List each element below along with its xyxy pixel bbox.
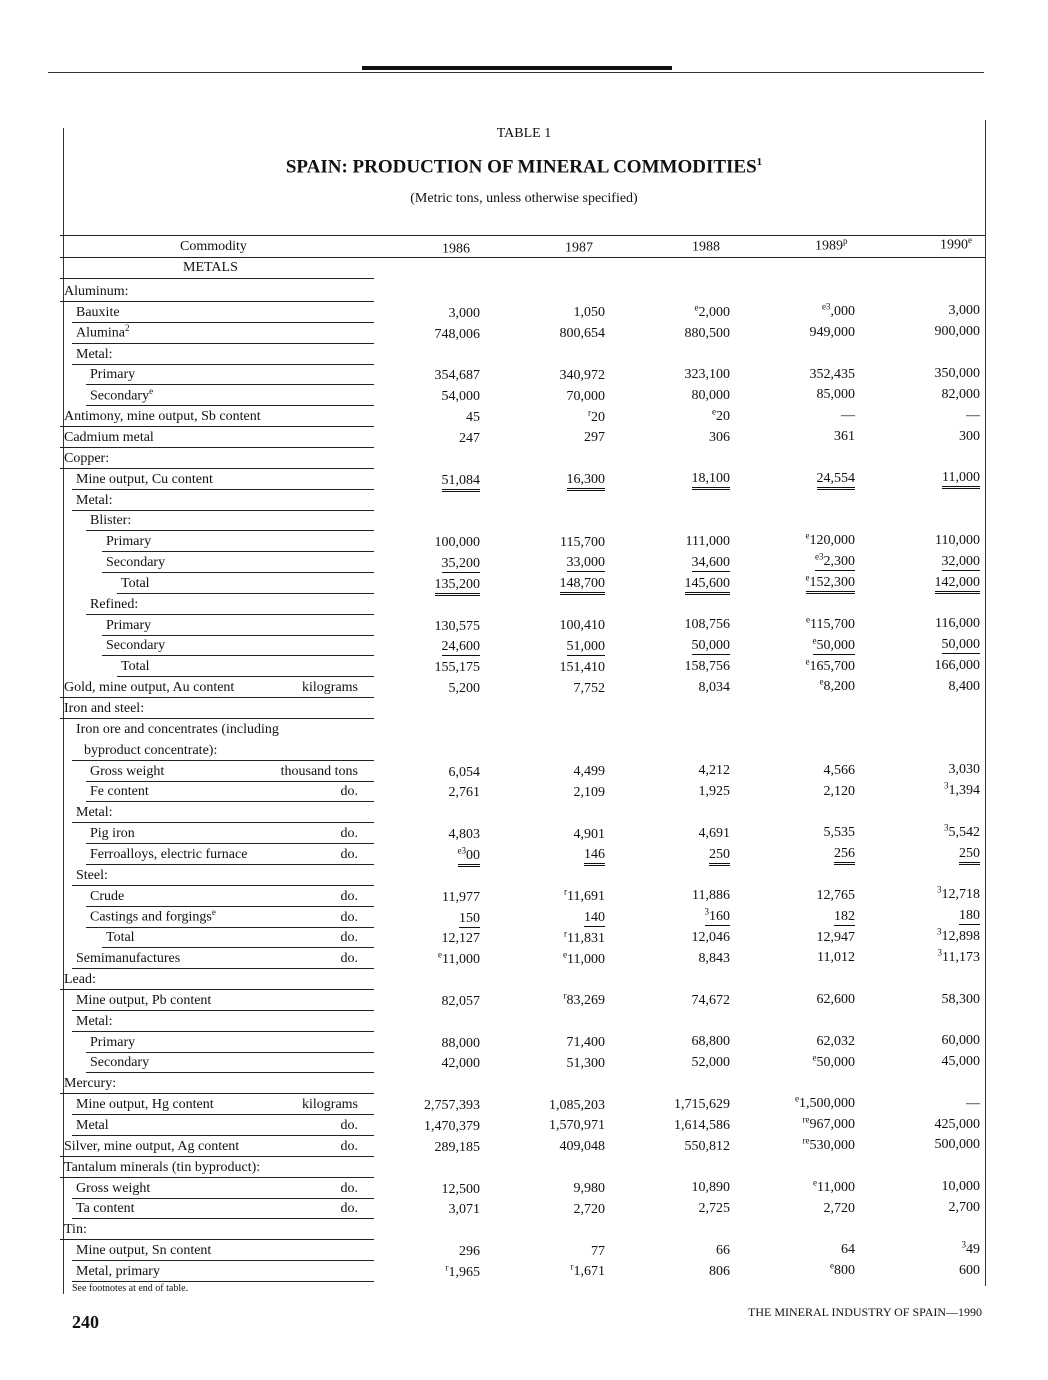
row-unit: kilograms [302,680,358,696]
row-value: 11,977 [442,889,480,905]
row-label: Primary [90,1034,136,1050]
row-label: Iron and steel: [64,701,145,716]
row-unit: do. [340,1118,358,1133]
row-value: 2,757,393 [424,1098,480,1114]
row-value: 2,700 [948,1200,980,1215]
row-value: 800,654 [559,326,605,342]
table-row [0,802,1048,823]
row-unit: kilograms [302,1097,358,1113]
column-header-year: 1990e [940,235,972,253]
row-label: Lead: [64,972,96,988]
row-value: 116,000 [935,616,980,632]
table-row [0,427,1048,448]
row-value: — [841,408,855,424]
row-value: — [966,407,980,423]
row-value: $^3$11,173 [937,947,980,965]
column-header-year: 1988 [692,239,720,255]
row-value: 52,000 [691,1055,730,1071]
row-value: 148,700 [495,576,605,592]
row-value: $^{e3}$2,300 [815,551,855,570]
row-value: 806 [709,1263,730,1279]
footnote: See footnotes at end of table. [72,1283,189,1294]
row-value: $^r$83,269 [563,990,605,1009]
row-value: $^3$160 [704,906,730,925]
row-value: 82,057 [441,993,480,1009]
row-unit: thousand tons [280,763,358,779]
row-label: Secondary [106,638,166,654]
section-rule [60,278,374,279]
row-value: 18,100 [620,471,730,487]
table-row [0,677,1048,698]
row-value: 2,109 [573,784,605,800]
row-value: 10,890 [691,1180,730,1196]
row-value: 62,600 [816,992,855,1008]
table-row [0,510,1048,531]
row-value: 51,000 [566,638,605,654]
row-value: 50,000 [691,638,730,654]
row-label: Mine output, Pb content [76,992,212,1008]
row-value: 60,000 [941,1033,980,1049]
row-value: 2,761 [448,785,480,801]
row-value: 3,071 [448,1202,480,1218]
row-value: 24,600 [441,639,480,655]
row-label: Castings and forgings$^e$ [90,906,216,925]
table-row [0,323,1048,344]
row-value: 306 [709,429,730,445]
table-row [0,1073,1048,1094]
row-value: 1,925 [698,784,730,800]
table-row [0,740,1048,761]
row-label: byproduct concentrate): [84,742,218,758]
column-header-year: 1987 [565,240,593,256]
row-label: Alumina$^2$ [76,323,130,341]
row-value: 66 [716,1242,730,1258]
table-row [0,1219,1048,1240]
table-row [0,1136,1048,1157]
row-unit: do. [340,930,358,946]
row-value: 900,000 [934,324,980,340]
row-value: 296 [459,1244,480,1260]
table-row [0,490,1048,511]
row-label: Copper: [64,450,110,466]
row-value: 166,000 [934,657,980,673]
row-value: 550,812 [684,1138,730,1154]
row-value: 3,000 [448,305,480,321]
row-value: 250 [870,846,980,862]
table-row [0,948,1048,969]
table-row [0,886,1048,907]
row-label: Metal: [76,805,113,821]
row-value: 7,752 [573,680,605,696]
row-value: 80,000 [691,388,730,404]
row-unit: do. [340,784,358,800]
row-value: 3,030 [948,762,980,778]
row-unit: do. [340,909,358,925]
row-value: 77 [591,1243,605,1259]
row-value: 6,054 [448,764,480,780]
row-value: 151,410 [559,659,605,675]
table-row [0,573,1048,594]
table-row [0,364,1048,385]
row-value: $^{re}$530,000 [802,1135,855,1154]
row-value: $^e$11,000 [438,949,480,968]
table-row [0,385,1048,406]
row-value: 146 [495,847,605,863]
row-value: 142,000 [870,575,980,591]
row-value: 10,000 [941,1179,980,1195]
row-value: $^{e3}$,000 [822,301,855,320]
table-row [0,1198,1048,1219]
row-value: 5,535 [823,825,855,841]
row-value: 4,212 [698,763,730,779]
row-value: 50,000 [941,637,980,653]
table-row [0,761,1048,782]
table-row [0,927,1048,948]
row-value: 350,000 [934,366,980,381]
row-value: $^r$11,691 [564,886,605,905]
row-value: $^{e3}$00 [370,845,480,864]
row-value: 140 [584,909,605,925]
row-value: 409,048 [559,1139,605,1155]
row-label: Refined: [90,596,139,612]
row-value: 82,000 [941,386,980,402]
row-value: — [966,1095,980,1111]
row-rule [72,1281,374,1282]
row-value: $^r$20 [588,406,605,425]
row-value: 51,084 [370,473,480,489]
row-value: 45,000 [941,1054,980,1070]
row-value: 111,000 [685,534,730,549]
top-rule [48,72,984,73]
table-row [0,969,1048,990]
column-header-year: 1989$^p$ [815,236,848,254]
row-value: 100,000 [434,535,480,551]
row-value: $^e$2,000 [694,302,730,320]
table-row [0,1094,1048,1115]
row-value: 250 [620,847,730,863]
row-label: Total [121,659,150,675]
row-value: $^e$20 [712,406,730,424]
row-label: Tantalum minerals (tin byproduct): [64,1159,261,1175]
table-row [0,281,1048,302]
section-metals: METALS [183,260,238,275]
row-value: 11,886 [692,888,730,904]
row-label: Iron ore and concentrates (including [76,721,279,737]
row-value: 24,554 [745,471,855,487]
row-value: $^e$11,000 [813,1177,855,1195]
row-value: 115,700 [560,534,605,550]
row-label: Bauxite [76,304,120,320]
row-value: 130,575 [434,618,480,634]
table-row [0,907,1048,928]
row-value: $^e$165,700 [805,655,855,674]
table-row [0,865,1048,886]
row-value: $^e$50,000 [812,1051,855,1070]
row-value: 748,006 [434,326,480,342]
row-label: Blister: [90,513,132,529]
row-value: 12,765 [816,887,855,903]
row-value: $^3$12,898 [937,926,980,944]
row-value: 12,127 [441,931,480,947]
table-row [0,552,1048,573]
table-row [0,531,1048,552]
row-value: $^e$800 [830,1260,855,1279]
row-value: 54,000 [441,389,480,405]
row-unit: do. [340,951,358,967]
row-label: Secondary [90,1055,150,1071]
row-value: 4,803 [448,827,480,843]
column-header-year: 1986 [442,241,470,257]
row-value: 3,000 [948,303,980,319]
row-label: Mine output, Hg content [76,1097,214,1113]
row-value: 33,000 [566,555,605,571]
row-label: Total [106,930,135,946]
table-number: TABLE 1 [496,126,552,141]
row-label: Metal: [76,1013,113,1029]
row-label: Aluminum: [64,284,129,299]
table-row [0,698,1048,719]
row-label: Mercury: [64,1076,117,1092]
row-value: 11,000 [870,470,980,486]
row-label: Crude [90,888,125,904]
table-row [0,1011,1048,1032]
row-value: 1,085,203 [549,1097,605,1113]
row-label: Primary [90,367,136,383]
row-value: 88,000 [441,1035,480,1051]
row-value: 16,300 [495,472,605,488]
row-value: 2,725 [698,1201,730,1217]
table-row [0,844,1048,865]
row-value: 880,500 [684,325,730,341]
row-label: Primary [106,534,152,550]
row-label: Antimony, mine output, Sb content [64,409,261,425]
row-label: Metal: [76,492,113,508]
row-value: 64 [841,1242,855,1258]
row-value: 361 [834,429,855,445]
row-unit: do. [340,1180,358,1196]
row-label: Gross weight [76,1180,151,1196]
table-row [0,344,1048,365]
row-label: Tin: [64,1222,87,1238]
top-thick-rule [362,66,672,70]
table-row [0,635,1048,656]
table-row [0,469,1048,490]
row-value: 45 [466,410,480,426]
row-label: Primary [106,617,152,633]
row-value: 9,980 [573,1180,605,1196]
row-value: 1,614,586 [674,1117,730,1133]
row-label: Gross weight [90,763,165,779]
row-value: 51,300 [566,1055,605,1071]
row-value: 62,032 [816,1033,855,1049]
header-bottom-rule [60,257,985,258]
row-value: 85,000 [816,387,855,403]
row-value: 158,756 [684,659,730,675]
row-value: 70,000 [566,388,605,404]
row-value: $^3$49 [961,1239,980,1257]
row-value: $^e$50,000 [812,634,855,653]
row-label: Gold, mine output, Au content [64,680,235,696]
row-unit: do. [340,1201,358,1217]
table-row [0,594,1048,615]
row-value: 1,470,379 [424,1119,480,1134]
column-header-commodity: Commodity [180,239,247,254]
table-row [0,719,1048,740]
row-value: 155,175 [434,660,480,676]
row-value: 297 [584,430,605,446]
row-value: 35,200 [441,556,480,572]
row-value: 108,756 [684,617,730,633]
row-value: $^r$1,965 [445,1262,480,1280]
row-value: 500,000 [934,1137,980,1153]
row-label: Steel: [76,867,108,883]
row-unit: do. [340,826,358,842]
row-value: 34,600 [691,554,730,570]
row-label: Metal: [76,346,113,362]
row-value: 5,200 [448,681,480,697]
row-unit: do. [340,1138,358,1154]
row-value: 323,100 [684,367,730,383]
row-value: 58,300 [941,991,980,1007]
row-value: 12,947 [816,929,855,945]
row-value: 256 [745,846,855,862]
table-row [0,1052,1048,1073]
row-value: 71,400 [566,1035,605,1050]
table-row [0,1032,1048,1053]
row-value: $^e$11,000 [563,948,605,967]
row-value: 425,000 [934,1116,980,1132]
row-value: 354,687 [434,368,480,384]
row-value: 1,050 [573,305,605,321]
row-value: 182 [834,908,855,924]
row-value: $^3$1,394 [944,780,980,798]
table-row [0,615,1048,636]
row-value: 247 [459,430,480,446]
row-label: Secondary [106,555,166,571]
table-row [0,656,1048,677]
table-row [0,406,1048,427]
row-label: Mine output, Cu content [76,471,213,487]
row-value: 8,034 [698,679,730,695]
table-row [0,302,1048,323]
row-value: 1,570,971 [549,1118,605,1134]
row-value: $^e$8,200 [819,676,855,695]
row-value: $^3$12,718 [937,884,980,903]
table-row [0,990,1048,1011]
row-label: Fe content [90,784,149,800]
row-value: 150 [459,910,480,926]
row-value: 340,972 [559,367,605,383]
row-label: Total [121,575,150,591]
row-value: 100,410 [559,618,605,633]
row-value: 8,843 [698,951,730,966]
row-value: 12,500 [441,1181,480,1197]
running-footer: THE MINERAL INDUSTRY OF SPAIN—1990 [748,1305,983,1319]
row-label: Metal, primary [76,1263,160,1279]
row-value: 1,715,629 [674,1096,730,1112]
row-value: 32,000 [941,553,980,569]
row-value: 2,720 [573,1201,605,1217]
row-unit: do. [340,846,358,862]
row-label: Cadmium metal [64,429,154,445]
row-value: 949,000 [809,324,855,340]
row-value: 4,901 [573,826,605,842]
row-value: 4,691 [698,825,730,841]
row-value: $^{re}$967,000 [802,1114,855,1133]
row-label: Silver, mine output, Ag content [64,1138,240,1154]
row-value: $^3$5,542 [944,822,980,840]
row-label: Ta content [76,1201,135,1217]
row-label: Pig iron [90,826,135,842]
table-row [0,1157,1048,1178]
row-value: $^r$11,831 [564,928,605,946]
row-label: Metal [76,1118,109,1133]
row-value: 11,012 [817,950,855,966]
table-row [0,1261,1048,1282]
row-value: $^r$1,671 [570,1261,605,1280]
row-value: 68,800 [691,1034,730,1050]
row-value: 12,046 [691,930,730,946]
row-value: $^e$115,700 [806,614,855,632]
row-value: 42,000 [441,1056,480,1072]
row-value: 8,400 [948,678,980,694]
page-number: 240 [72,1312,99,1332]
row-value: 2,720 [823,1200,855,1216]
table-row [0,448,1048,469]
row-value: 74,672 [691,992,730,1008]
table-row [0,781,1048,802]
row-value: $^e$152,300 [745,572,855,591]
row-value: 4,566 [823,762,855,778]
row-value: 180 [959,908,980,924]
table-subtitle: (Metric tons, unless otherwise specified) [410,191,638,206]
table-row [0,823,1048,844]
row-value: $^e$120,000 [805,530,855,549]
row-value: $^e$1,500,000 [795,1093,855,1112]
row-value: 135,200 [370,577,480,593]
table-row [0,1178,1048,1199]
table-title: SPAIN: PRODUCTION OF MINERAL COMMODITIES$^1$ [285,156,763,178]
row-value: 4,499 [573,763,605,779]
row-label: Ferroalloys, electric furnace [90,846,248,862]
row-value: 300 [959,428,980,444]
row-value: 145,600 [620,576,730,592]
table-row [0,1240,1048,1261]
row-value: 600 [959,1262,980,1278]
row-value: 110,000 [935,532,980,548]
row-unit: do. [340,888,358,904]
row-value: 352,435 [809,366,855,382]
row-value: 2,120 [823,783,855,799]
row-label: Mine output, Sn content [76,1243,212,1259]
row-value: 289,185 [434,1139,480,1155]
table-row [0,1115,1048,1136]
row-label: Semimanufactures [76,951,181,967]
row-label: Secondary$^e$ [90,385,154,404]
